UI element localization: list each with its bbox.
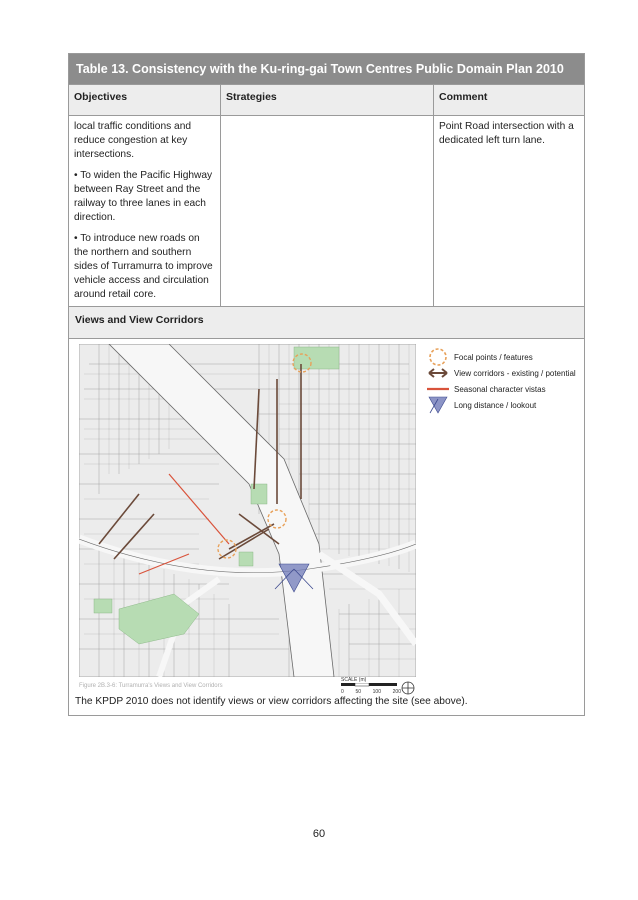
legend-label: Long distance / lookout: [454, 400, 537, 410]
views-map: [79, 344, 416, 677]
legend-item: [425, 397, 576, 413]
header-comment: Comment: [439, 91, 488, 103]
strategies-cell: [221, 116, 434, 306]
consistency-table: [68, 53, 585, 716]
views-statement: The KPDP 2010 does not identify views or view corridors affecting the site (see above).: [75, 696, 468, 707]
scale-tick: 100: [372, 689, 381, 695]
focal-point-icon: [425, 349, 451, 365]
view-corridor-icon: [425, 365, 451, 381]
legend-item: [425, 349, 576, 365]
legend-label: View corridors - existing / potential: [454, 368, 576, 378]
table-row: [69, 116, 584, 307]
objective-text: • To introduce new roads on the northern and southern sides of Turramurra to improve vehicle access and circulation around retail core.: [74, 233, 213, 300]
scale-tick: 0: [341, 689, 344, 695]
objective-text: local traffic conditions and reduce congestion at key intersections.: [74, 121, 192, 160]
objective-text: • To widen the Pacific Highway between Ray Street and the railway to three lanes in each direction.: [74, 170, 213, 223]
legend-item: [425, 365, 576, 381]
section-title: Views and View Corridors: [69, 307, 584, 339]
header-strategies: Strategies: [221, 85, 434, 115]
objectives-cell: [69, 116, 221, 306]
header-objectives: Objectives: [69, 85, 221, 115]
table-title: Table 13. Consistency with the Ku-ring-gai Town Centres Public Domain Plan 2010: [69, 54, 584, 85]
figure-caption: Figure 2B.3-6: Turramurra's Views and View Corridors: [79, 683, 223, 689]
page-number: 60: [312, 828, 326, 840]
table-header-row: [69, 85, 584, 116]
legend-label: Seasonal character vistas: [454, 384, 546, 394]
scale-ticks: [341, 689, 401, 695]
legend-label: Focal points / features: [454, 352, 533, 362]
map-legend: [425, 349, 576, 413]
scale-tick: 200: [392, 689, 401, 695]
scale-tick: 50: [355, 689, 361, 695]
scale-bar-graphic: [341, 683, 397, 687]
scale-bar: [341, 677, 401, 695]
views-map-section: [69, 339, 584, 715]
comment-cell: Point Road intersection with a dedicated left turn lane.: [439, 121, 574, 146]
lookout-icon: [425, 397, 451, 413]
scale-label: SCALE (m): [341, 677, 367, 683]
north-arrow-icon: [401, 681, 415, 695]
